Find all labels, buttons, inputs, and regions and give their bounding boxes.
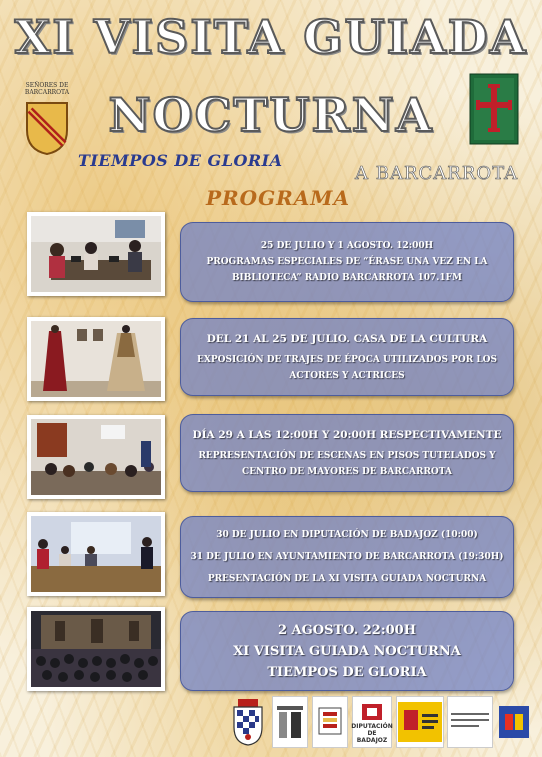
event-date: DÍA 29 A LAS 12:00H Y 20:00H RESPECTIVAMENTE bbox=[192, 429, 502, 441]
photo-scene-representation bbox=[27, 415, 165, 499]
event-title: TIEMPOS DE GLORIA bbox=[267, 664, 427, 680]
event-location: A BARCARROTA bbox=[355, 163, 519, 184]
event-description: REPRESENTACIÓN DE ESCENAS EN PISOS TUTELADOS Y bbox=[198, 451, 496, 461]
barcarrota-crest bbox=[20, 82, 74, 170]
crest-label: SEÑORES DE BARCARROTA bbox=[24, 82, 70, 96]
event-description: PROGRAMAS ESPECIALES DE “ÉRASE UNA VEZ EN LA bbox=[206, 257, 488, 267]
program-heading: PROGRAMA bbox=[206, 186, 350, 210]
photo-costume-exhibition bbox=[27, 317, 165, 401]
photo-radio-studio bbox=[27, 212, 165, 296]
event-description: BIBLIOTECA” RADIO BARCARROTA 107.1FM bbox=[231, 273, 463, 283]
ministry-logo bbox=[396, 696, 444, 748]
event-box-exhibition bbox=[180, 318, 514, 396]
library-logo bbox=[498, 696, 530, 748]
book-icon bbox=[499, 706, 529, 738]
event-box-scenes bbox=[180, 414, 514, 492]
event-box-radio bbox=[180, 222, 514, 302]
event-date: 30 DE JULIO EN DIPUTACIÓN DE BADAJOZ (10:00) bbox=[216, 530, 478, 540]
building-icon bbox=[275, 702, 305, 742]
spain-coat-icon bbox=[398, 702, 442, 742]
shield-icon bbox=[24, 100, 70, 156]
seal-icon bbox=[315, 702, 345, 742]
event-date: 31 DE JULIO EN AYUNTAMIENTO DE BARCARROTA (19:30H) bbox=[190, 552, 504, 562]
diputacion-label: DIPUTACIÓN DE BADAJOZ bbox=[351, 722, 393, 744]
text-logo-icon bbox=[449, 707, 491, 737]
emblem-icon bbox=[359, 701, 385, 723]
event-description: EXPOSICIÓN DE TRAJES DE ÉPOCA UTILIZADOS POR LOS bbox=[197, 355, 497, 365]
event-title: XI VISITA GUIADA NOCTURNA bbox=[233, 643, 461, 659]
event-description: CENTRO DE MAYORES DE BARCARROTA bbox=[242, 467, 452, 477]
institution-logo-1 bbox=[272, 696, 308, 748]
event-date: 25 DE JULIO Y 1 AGOSTO. 12:00H bbox=[260, 241, 434, 251]
diputacion-badajoz-logo bbox=[352, 696, 392, 748]
municipal-crest-logo bbox=[229, 696, 267, 748]
cross-banner bbox=[466, 72, 522, 148]
title-line-2: NOCTURNA bbox=[108, 88, 434, 142]
title-line-1: XI VISITA GUIADA bbox=[14, 10, 528, 64]
event-date: 2 AGOSTO. 22:00H bbox=[277, 622, 417, 638]
event-box-guided-visit bbox=[180, 611, 514, 691]
cross-icon bbox=[466, 72, 522, 148]
crest-icon bbox=[230, 697, 266, 747]
event-subtitle: TIEMPOS DE GLORIA bbox=[78, 151, 283, 170]
event-description: PRESENTACIÓN DE LA XI VISITA GUIADA NOCTURNA bbox=[207, 574, 487, 584]
event-box-presentation bbox=[180, 516, 514, 598]
foundation-logo bbox=[447, 696, 493, 748]
institution-logo-2 bbox=[312, 696, 348, 748]
event-date: DEL 21 AL 25 DE JULIO. CASA DE LA CULTURA bbox=[206, 333, 488, 345]
photo-guided-night-visit bbox=[27, 607, 165, 691]
event-description: ACTORES Y ACTRICES bbox=[289, 371, 405, 381]
photo-presentation-event bbox=[27, 512, 165, 596]
